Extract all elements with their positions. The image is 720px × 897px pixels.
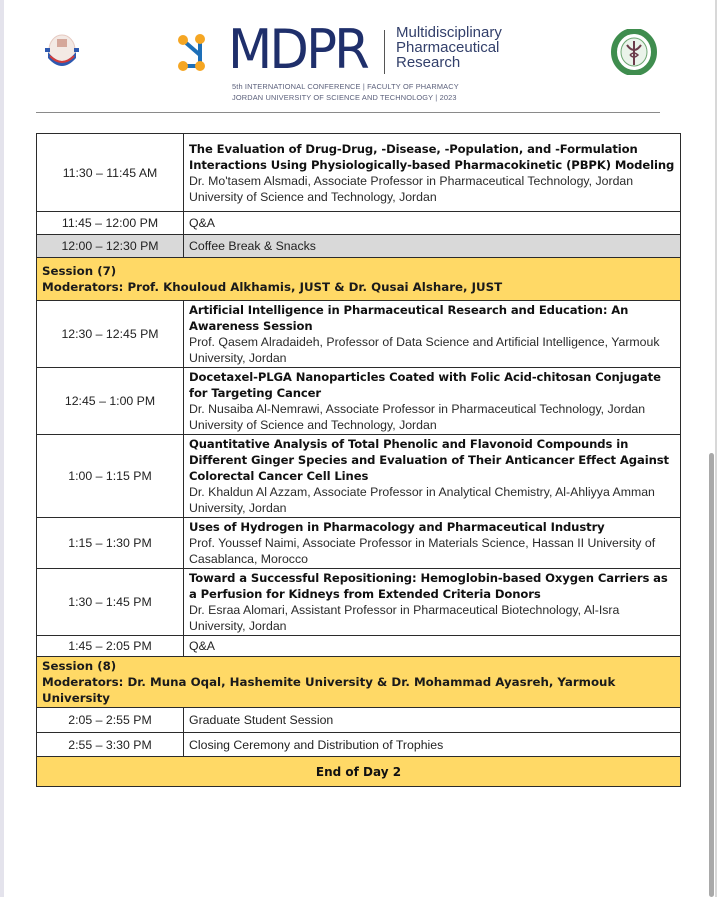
break-row — [37, 235, 681, 258]
table-row — [37, 518, 681, 569]
table-row — [37, 708, 681, 733]
talk-title: Docetaxel-PLGA Nanoparticles Coated with Folic Acid-chitosan Conjugate for Targeting Cancer — [189, 370, 661, 400]
window-edge-right — [715, 0, 717, 897]
activity-cell: Q&A — [184, 636, 681, 657]
header-divider — [36, 112, 660, 113]
time-cell: 1:30 – 1:45 PM — [37, 569, 184, 636]
table-row — [37, 212, 681, 235]
end-of-day-label: End of Day 2 — [37, 757, 681, 787]
talk-title: Uses of Hydrogen in Pharmacology and Pharmaceutical Industry — [189, 520, 605, 534]
time-cell: 2:55 – 3:30 PM — [37, 733, 184, 757]
schedule-table — [36, 133, 681, 787]
session-title: Session (7) — [42, 264, 117, 278]
university-crest-logo — [42, 30, 82, 74]
session-moderators: Moderators: Prof. Khouloud Alkhamis, JUST & Dr. Qusai Alshare, JUST — [42, 280, 503, 294]
talk-title: Artificial Intelligence in Pharmaceutical Research and Education: An Awareness Session — [189, 303, 629, 333]
end-of-day-row — [37, 757, 681, 787]
activity-cell: Closing Ceremony and Distribution of Trophies — [184, 733, 681, 757]
time-cell: 2:05 – 2:55 PM — [37, 708, 184, 733]
talk-speaker: Prof. Qasem Alradaideh, Professor of Data Science and Artificial Intelligence, Yarmouk University, Jordan — [189, 335, 660, 365]
talk-title: Quantitative Analysis of Total Phenolic and Flavonoid Compounds in Different Ginger Species and Evaluation of Their Anticancer Effect Against Colorectal Cancer Cell Lines — [189, 437, 669, 483]
talk-speaker: Dr. Khaldun Al Azzam, Associate Professor in Analytical Chemistry, Al-Ahliyya Amman University, Jordan — [189, 485, 655, 515]
time-cell: 1:00 – 1:15 PM — [37, 435, 184, 518]
table-row — [37, 733, 681, 757]
table-row — [37, 435, 681, 518]
time-cell: 12:45 – 1:00 PM — [37, 368, 184, 435]
time-cell: 1:45 – 2:05 PM — [37, 636, 184, 657]
activity-cell: Q&A — [184, 212, 681, 235]
time-cell: 12:30 – 12:45 PM — [37, 301, 184, 368]
session-cell — [37, 258, 681, 301]
talk-speaker: Prof. Youssef Naimi, Associate Professor in Materials Science, Hassan II University of Casablanca, Morocco — [189, 536, 656, 566]
brand-full-name — [396, 25, 502, 70]
vertical-scrollbar[interactable] — [709, 453, 714, 897]
table-row — [37, 368, 681, 435]
talk-speaker: Dr. Esraa Alomari, Assistant Professor in Pharmaceutical Biotechnology, Al-Isra University, Jordan — [189, 603, 620, 633]
brand-line: Research — [396, 54, 461, 71]
session-header-row — [37, 258, 681, 301]
activity-cell: Coffee Break & Snacks — [184, 235, 681, 258]
table-row — [37, 134, 681, 212]
time-cell: 1:15 – 1:30 PM — [37, 518, 184, 569]
session-title: Session (8) — [42, 659, 117, 673]
table-row — [37, 636, 681, 657]
talk-cell — [184, 435, 681, 518]
brand-line: Multidisciplinary — [396, 24, 502, 41]
talk-title: The Evaluation of Drug-Drug, -Disease, -Population, and -Formulation Interactions Using Physiologically-based Pharmacokinetic (PBPK) Modeling — [189, 141, 675, 172]
talk-cell — [184, 569, 681, 636]
conference-line: 5th INTERNATIONAL CONFERENCE | FACULTY OF PHARMACY — [232, 82, 459, 91]
talk-speaker: Dr. Nusaiba Al-Nemrawi, Associate Professor in Pharmaceutical Technology, Jordan University of Science and Technology, Jordan — [189, 402, 646, 432]
table-row — [37, 569, 681, 636]
session-moderators: Moderators: Dr. Muna Oqal, Hashemite University & Dr. Mohammad Ayasreh, Yarmouk University — [42, 675, 616, 705]
talk-title: Toward a Successful Repositioning: Hemoglobin-based Oxygen Carriers as a Perfusion for Kidneys from Extended Criteria Donors — [189, 571, 668, 601]
talk-speaker: Dr. Mo'tasem Alsmadi, Associate Professor in Pharmaceutical Technology, Jordan University of Science and Technology, Jordan — [189, 173, 634, 204]
session-header-row — [37, 657, 681, 708]
activity-cell: Graduate Student Session — [184, 708, 681, 733]
table-row — [37, 301, 681, 368]
faculty-of-pharmacy-logo — [611, 29, 657, 75]
talk-cell — [184, 518, 681, 569]
talk-cell — [184, 368, 681, 435]
time-cell: 11:30 – 11:45 AM — [37, 134, 184, 212]
talk-cell — [184, 134, 681, 212]
talk-cell — [184, 301, 681, 368]
window-edge-left — [0, 0, 4, 897]
brand-acronym: MDPR — [228, 18, 367, 81]
session-cell — [37, 657, 681, 708]
time-cell: 12:00 – 12:30 PM — [37, 235, 184, 258]
time-cell: 11:45 – 12:00 PM — [37, 212, 184, 235]
mdpr-network-icon — [176, 33, 218, 73]
brand-separator — [384, 30, 385, 74]
university-line: JORDAN UNIVERSITY OF SCIENCE AND TECHNOLOGY | 2023 — [232, 93, 457, 102]
brand-line: Pharmaceutical — [396, 39, 500, 56]
